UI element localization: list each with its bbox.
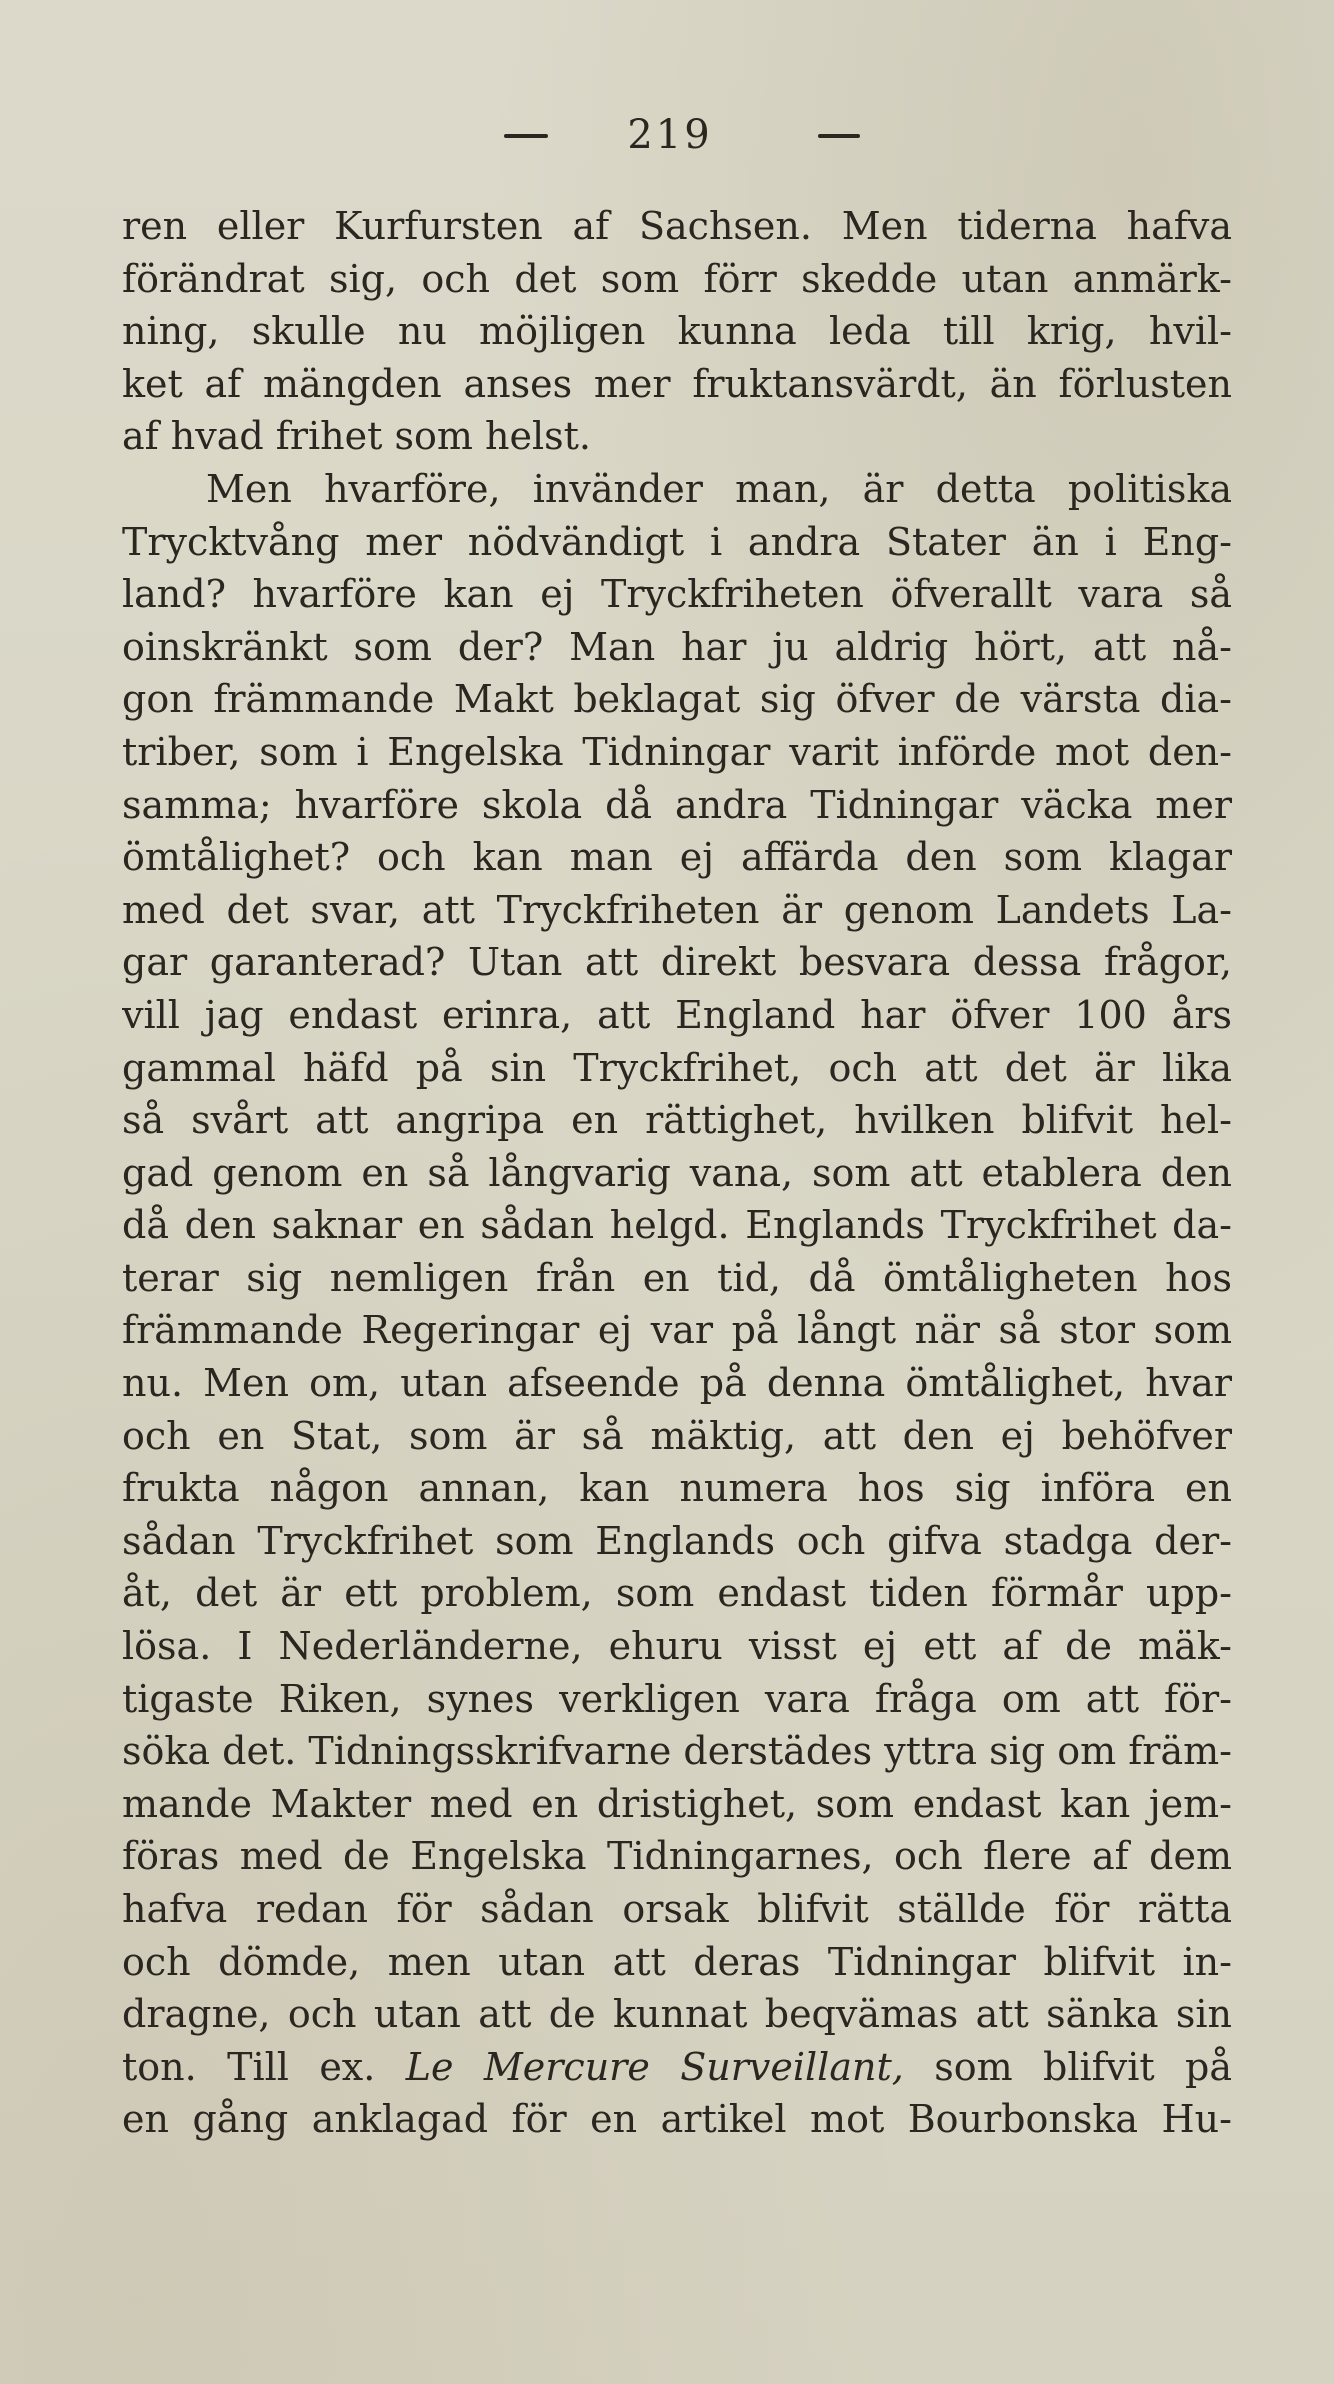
text-line: åt, det är ett problem, som endast tiden förmår upp- bbox=[122, 1571, 1232, 1616]
page-header bbox=[0, 106, 1334, 166]
page-number: 219 bbox=[627, 112, 713, 158]
text-line: Men hvarföre, invänder man, är detta politiska bbox=[206, 466, 1232, 511]
text-line: sådan Tryckfrihet som Englands och gifva stadga der- bbox=[122, 1518, 1232, 1563]
text-line: tigaste Riken, synes verkligen vara fråga om att för- bbox=[122, 1676, 1232, 1721]
text-line: ket af mängden anses mer fruktansvärdt, än förlusten bbox=[122, 361, 1232, 406]
text-line-with-title bbox=[122, 2041, 1232, 2094]
text-line: gad genom en så långvarig vana, som att etablera den bbox=[122, 1150, 1232, 1195]
text-line: söka det. Tidningsskrifvarne derstädes yttra sig om främ- bbox=[122, 1729, 1232, 1774]
text-line: och dömde, men utan att deras Tidningar blifvit in- bbox=[122, 1939, 1232, 1984]
text-line: gon främmande Makt beklagat sig öfver de värsta dia- bbox=[122, 677, 1232, 722]
header-dash-right bbox=[818, 134, 860, 138]
text-line: ömtålighet? och kan man ej affärda den som klagar bbox=[122, 835, 1232, 880]
text-line: främmande Regeringar ej var på långt när så stor som bbox=[122, 1308, 1232, 1353]
text-line: land? hvarföre kan ej Tryckfriheten öfverallt vara så bbox=[122, 572, 1232, 617]
text-line: af hvad frihet som helst. bbox=[122, 414, 591, 459]
text-line: vill jag endast erinra, att England har öfver 100 års bbox=[122, 992, 1232, 1037]
text-line: dragne, och utan att de kunnat beqvämas att sänka sin bbox=[122, 1992, 1232, 2037]
text-line: nu. Men om, utan afseende på denna ömtålighet, hvar bbox=[122, 1361, 1232, 1406]
periodical-title: Le Mercure Surveillant, bbox=[405, 2044, 904, 2089]
text-line: oinskränkt som der? Man har ju aldrig hört, att nå- bbox=[122, 624, 1232, 669]
text-line: föras med de Engelska Tidningarnes, och flere af dem bbox=[122, 1834, 1232, 1879]
header-dash-left bbox=[504, 134, 548, 138]
text-line: med det svar, att Tryckfriheten är genom Landets La- bbox=[122, 887, 1232, 932]
text-line: ning, skulle nu möjligen kunna leda till krig, hvil- bbox=[122, 309, 1232, 354]
text-line: mande Makter med en dristighet, som endast kan jem- bbox=[122, 1781, 1232, 1826]
text-line: terar sig nemligen från en tid, då ömtåligheten hos bbox=[122, 1255, 1232, 1300]
text-line: så svårt att angripa en rättighet, hvilken blifvit hel- bbox=[122, 1098, 1232, 1143]
text-segment: som blifvit på bbox=[903, 2044, 1232, 2089]
body-text bbox=[122, 200, 1232, 2146]
text-line: ren eller Kurfursten af Sachsen. Men tiderna hafva bbox=[122, 204, 1232, 248]
text-line: gar garanterad? Utan att direkt besvara dessa frågor, bbox=[122, 940, 1232, 985]
text-line: frukta någon annan, kan numera hos sig införa en bbox=[122, 1466, 1232, 1511]
text-line: gammal häfd på sin Tryckfrihet, och att det är lika bbox=[122, 1045, 1232, 1090]
text-line: hafva redan för sådan orsak blifvit ställde för rätta bbox=[122, 1887, 1232, 1931]
text-line: och en Stat, som är så mäktig, att den ej behöfver bbox=[122, 1413, 1232, 1458]
text-line: lösa. I Nederländerne, ehuru visst ej ett af de mäk- bbox=[122, 1624, 1232, 1669]
text-line: då den saknar en sådan helgd. Englands Tryckfrihet da- bbox=[122, 1203, 1232, 1248]
text-line: samma; hvarföre skola då andra Tidningar väcka mer bbox=[122, 782, 1232, 827]
text-line: en gång anklagad för en artikel mot Bourbonska Hu- bbox=[122, 2097, 1232, 2142]
text-line: triber, som i Engelska Tidningar varit införde mot den- bbox=[122, 729, 1232, 774]
text-line: Trycktvång mer nödvändigt i andra Stater än i Eng- bbox=[122, 519, 1232, 564]
text-line: förändrat sig, och det som förr skedde utan anmärk- bbox=[122, 256, 1232, 301]
text-segment: ton. Till ex. bbox=[122, 2044, 406, 2089]
